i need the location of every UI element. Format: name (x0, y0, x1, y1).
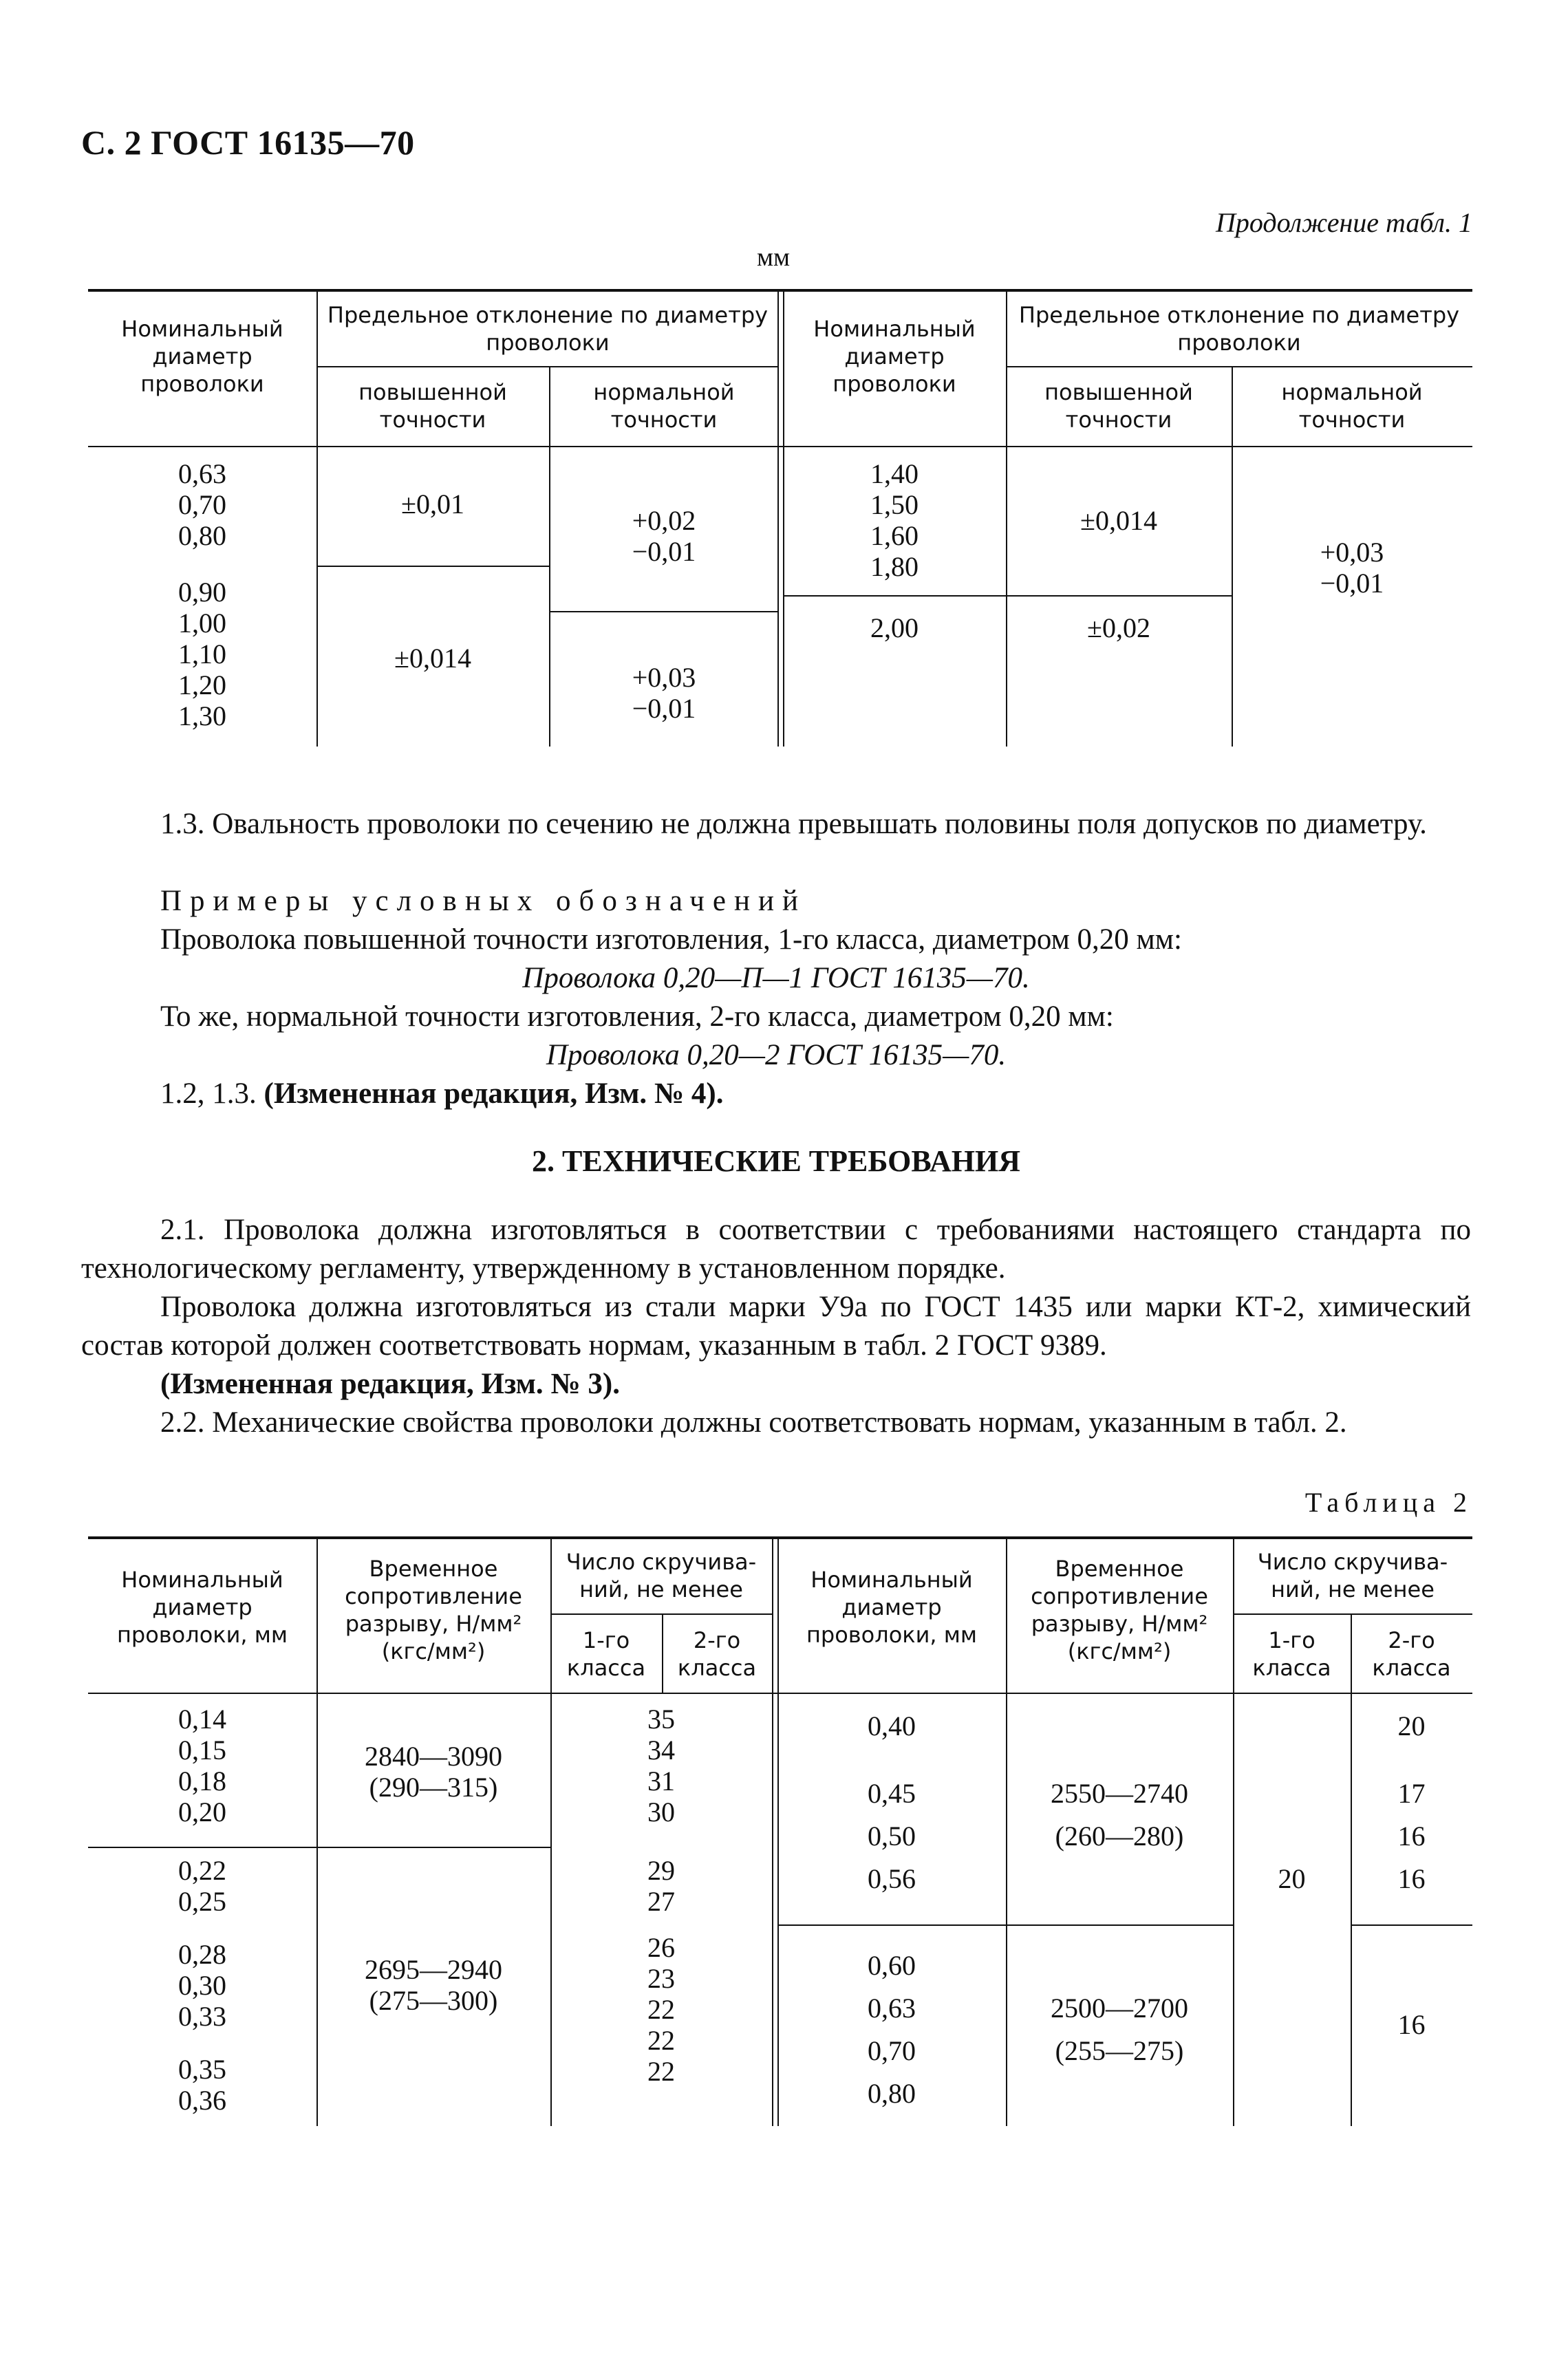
t2-strength-a: 2840—3090 (290—315) (365, 1741, 502, 1803)
t1-r-high-b: ±0,02 (1087, 612, 1150, 643)
t2-head-nominal-left: Номинальный диаметр проволоки, мм (116, 1567, 288, 1648)
t2-diam-a: 0,14 0,15 0,18 0,20 (178, 1704, 226, 1827)
examples-title: Примеры условных обозначений (160, 885, 806, 917)
paragraph-2-1-b: Проволока должна изготовляться из стали марки У9а по ГОСТ 1435 или марки КТ-2, химический состав которой должен соответствовать нормам, указанным в табл. 2 ГОСТ 9389. (81, 1291, 1471, 1362)
revision-note-4 (81, 1075, 1471, 1113)
example-2-code: Проволока 0,20—2 ГОСТ 16135—70. (546, 1039, 1007, 1071)
example-1-code: Проволока 0,20—П—1 ГОСТ 16135—70. (522, 962, 1030, 994)
revision-note-3: (Измененная редакция, Изм. № 3). (160, 1368, 620, 1400)
t2-r-d070: 0,70 (868, 2035, 916, 2066)
t1-r-diam-a: 1,40 1,50 1,60 1,80 (870, 458, 919, 582)
t1-r-normal: +0,03 −0,01 (1320, 537, 1384, 599)
t1-head-high-right: повышенной точности (1044, 379, 1193, 433)
example-2: То же, нормальной точности изготовления, 2-го класса, диаметром 0,20 мм: (160, 1000, 1114, 1033)
t1-r-high-a: ±0,014 (1080, 505, 1157, 536)
t2-head-class2-left: 2-го класса (677, 1627, 757, 1681)
t2-head-class2-right: 2-го класса (1372, 1627, 1451, 1681)
t1-normal-a: +0,02 −0,01 (632, 505, 696, 567)
t2-r-c2-b: 16 (1397, 2009, 1426, 2040)
t2-twists-a: 35 34 31 30 (647, 1704, 675, 1827)
t2-r-d080: 0,80 (868, 2078, 916, 2109)
t1-normal-b: +0,03 −0,01 (632, 662, 696, 724)
revision-note-4-prefix: 1.2, 1.3. (160, 1077, 257, 1110)
t2-r-d045: 0,45 (868, 1778, 916, 1809)
t1-head-deviation-right: Предельное отклонение по диаметру проволоки (1018, 302, 1460, 356)
table1-unit: мм (757, 243, 791, 272)
t2-diam-d: 0,35 0,36 (178, 2054, 226, 2116)
revision-note-4-text: (Измененная редакция, Изм. № 4). (264, 1077, 724, 1110)
t2-r-c2-056: 16 (1397, 1863, 1426, 1894)
t2-r-d056: 0,56 (868, 1863, 916, 1894)
paragraph-2-2: 2.2. Механические свойства проволоки должны соответствовать нормам, указанным в табл. 2. (160, 1406, 1347, 1439)
t1-head-nominal-left: Номинальный диаметр проволоки (121, 316, 283, 397)
t1-diam-a: 0,63 0,70 0,80 (178, 458, 226, 551)
t2-head-strength-left: Временное сопротивление разрыву, Н/мм² (кгс/мм²) (345, 1556, 522, 1664)
t2-r-strength-a1: 2550—2740 (1051, 1778, 1188, 1809)
t2-diam-c: 0,28 0,30 0,33 (178, 1939, 226, 2032)
t2-head-class1-left: 1-го класса (566, 1627, 646, 1681)
t2-r-d060: 0,60 (868, 1950, 916, 1981)
t1-high-a: ±0,01 (401, 489, 464, 519)
table1-caption: Продолжение табл. 1 (1215, 207, 1472, 238)
page-header: С. 2 ГОСТ 16135—70 (81, 123, 415, 162)
t1-diam-b: 0,90 1,00 1,10 1,20 1,30 (178, 577, 226, 731)
t2-r-c2-050: 16 (1397, 1821, 1426, 1852)
t2-strength-b: 2695—2940 (275—300) (365, 1954, 502, 2016)
t1-head-deviation-left: Предельное отклонение по диаметру проволоки (327, 302, 769, 356)
table2-caption: Таблица 2 (1304, 1487, 1472, 1518)
example-1: Проволока повышенной точности изготовления, 1-го класса, диаметром 0,20 мм: (160, 923, 1182, 956)
t2-twists-b: 29 27 (647, 1855, 675, 1917)
t2-r-strength-b2: (255—275) (1055, 2035, 1184, 2066)
t1-head-normal-right: нормальной точности (1281, 379, 1423, 433)
t2-twists-c: 26 23 22 22 22 (647, 1932, 675, 2087)
t2-head-strength-right: Временное сопротивление разрыву, Н/мм² (кгс/мм²) (1031, 1556, 1208, 1664)
t2-head-nominal-right: Номинальный диаметр проволоки, мм (806, 1567, 978, 1648)
t2-r-strength-a2: (260—280) (1055, 1821, 1184, 1852)
t2-head-twists-right: Число скручива- ний, не менее (1257, 1549, 1448, 1602)
t2-r-class1: 20 (1278, 1863, 1306, 1894)
t2-r-c2-040: 20 (1397, 1710, 1426, 1741)
t2-r-strength-b1: 2500—2700 (1051, 1993, 1188, 2024)
t2-r-d063: 0,63 (868, 1993, 916, 2024)
t2-diam-b: 0,22 0,25 (178, 1855, 226, 1917)
t2-r-d050: 0,50 (868, 1821, 916, 1852)
t2-head-twists-left: Число скручива- ний, не менее (566, 1549, 757, 1602)
paragraph-2-1: 2.1. Проволока должна изготовляться в соответствии с требованиями настоящего стандарта по технологическому регламенту, утвержденному в установленном порядке. (81, 1214, 1471, 1285)
paragraph-1-3: 1.3. Овальность проволоки по сечению не должна превышать половины поля допусков по диаметру. (160, 808, 1427, 840)
t1-head-nominal-right: Номинальный диаметр проволоки (813, 316, 976, 397)
t1-high-b: ±0,014 (394, 643, 471, 674)
t2-head-class1-right: 1-го класса (1252, 1627, 1331, 1681)
t1-head-normal-left: нормальной точности (593, 379, 735, 433)
t2-r-d040: 0,40 (868, 1710, 916, 1741)
t2-r-c2-045: 17 (1397, 1778, 1426, 1809)
section-2-heading: 2. ТЕХНИЧЕСКИЕ ТРЕБОВАНИЯ (532, 1144, 1020, 1178)
t1-head-high-left: повышенной точности (358, 379, 507, 433)
t1-r-diam-b: 2,00 (870, 612, 919, 643)
